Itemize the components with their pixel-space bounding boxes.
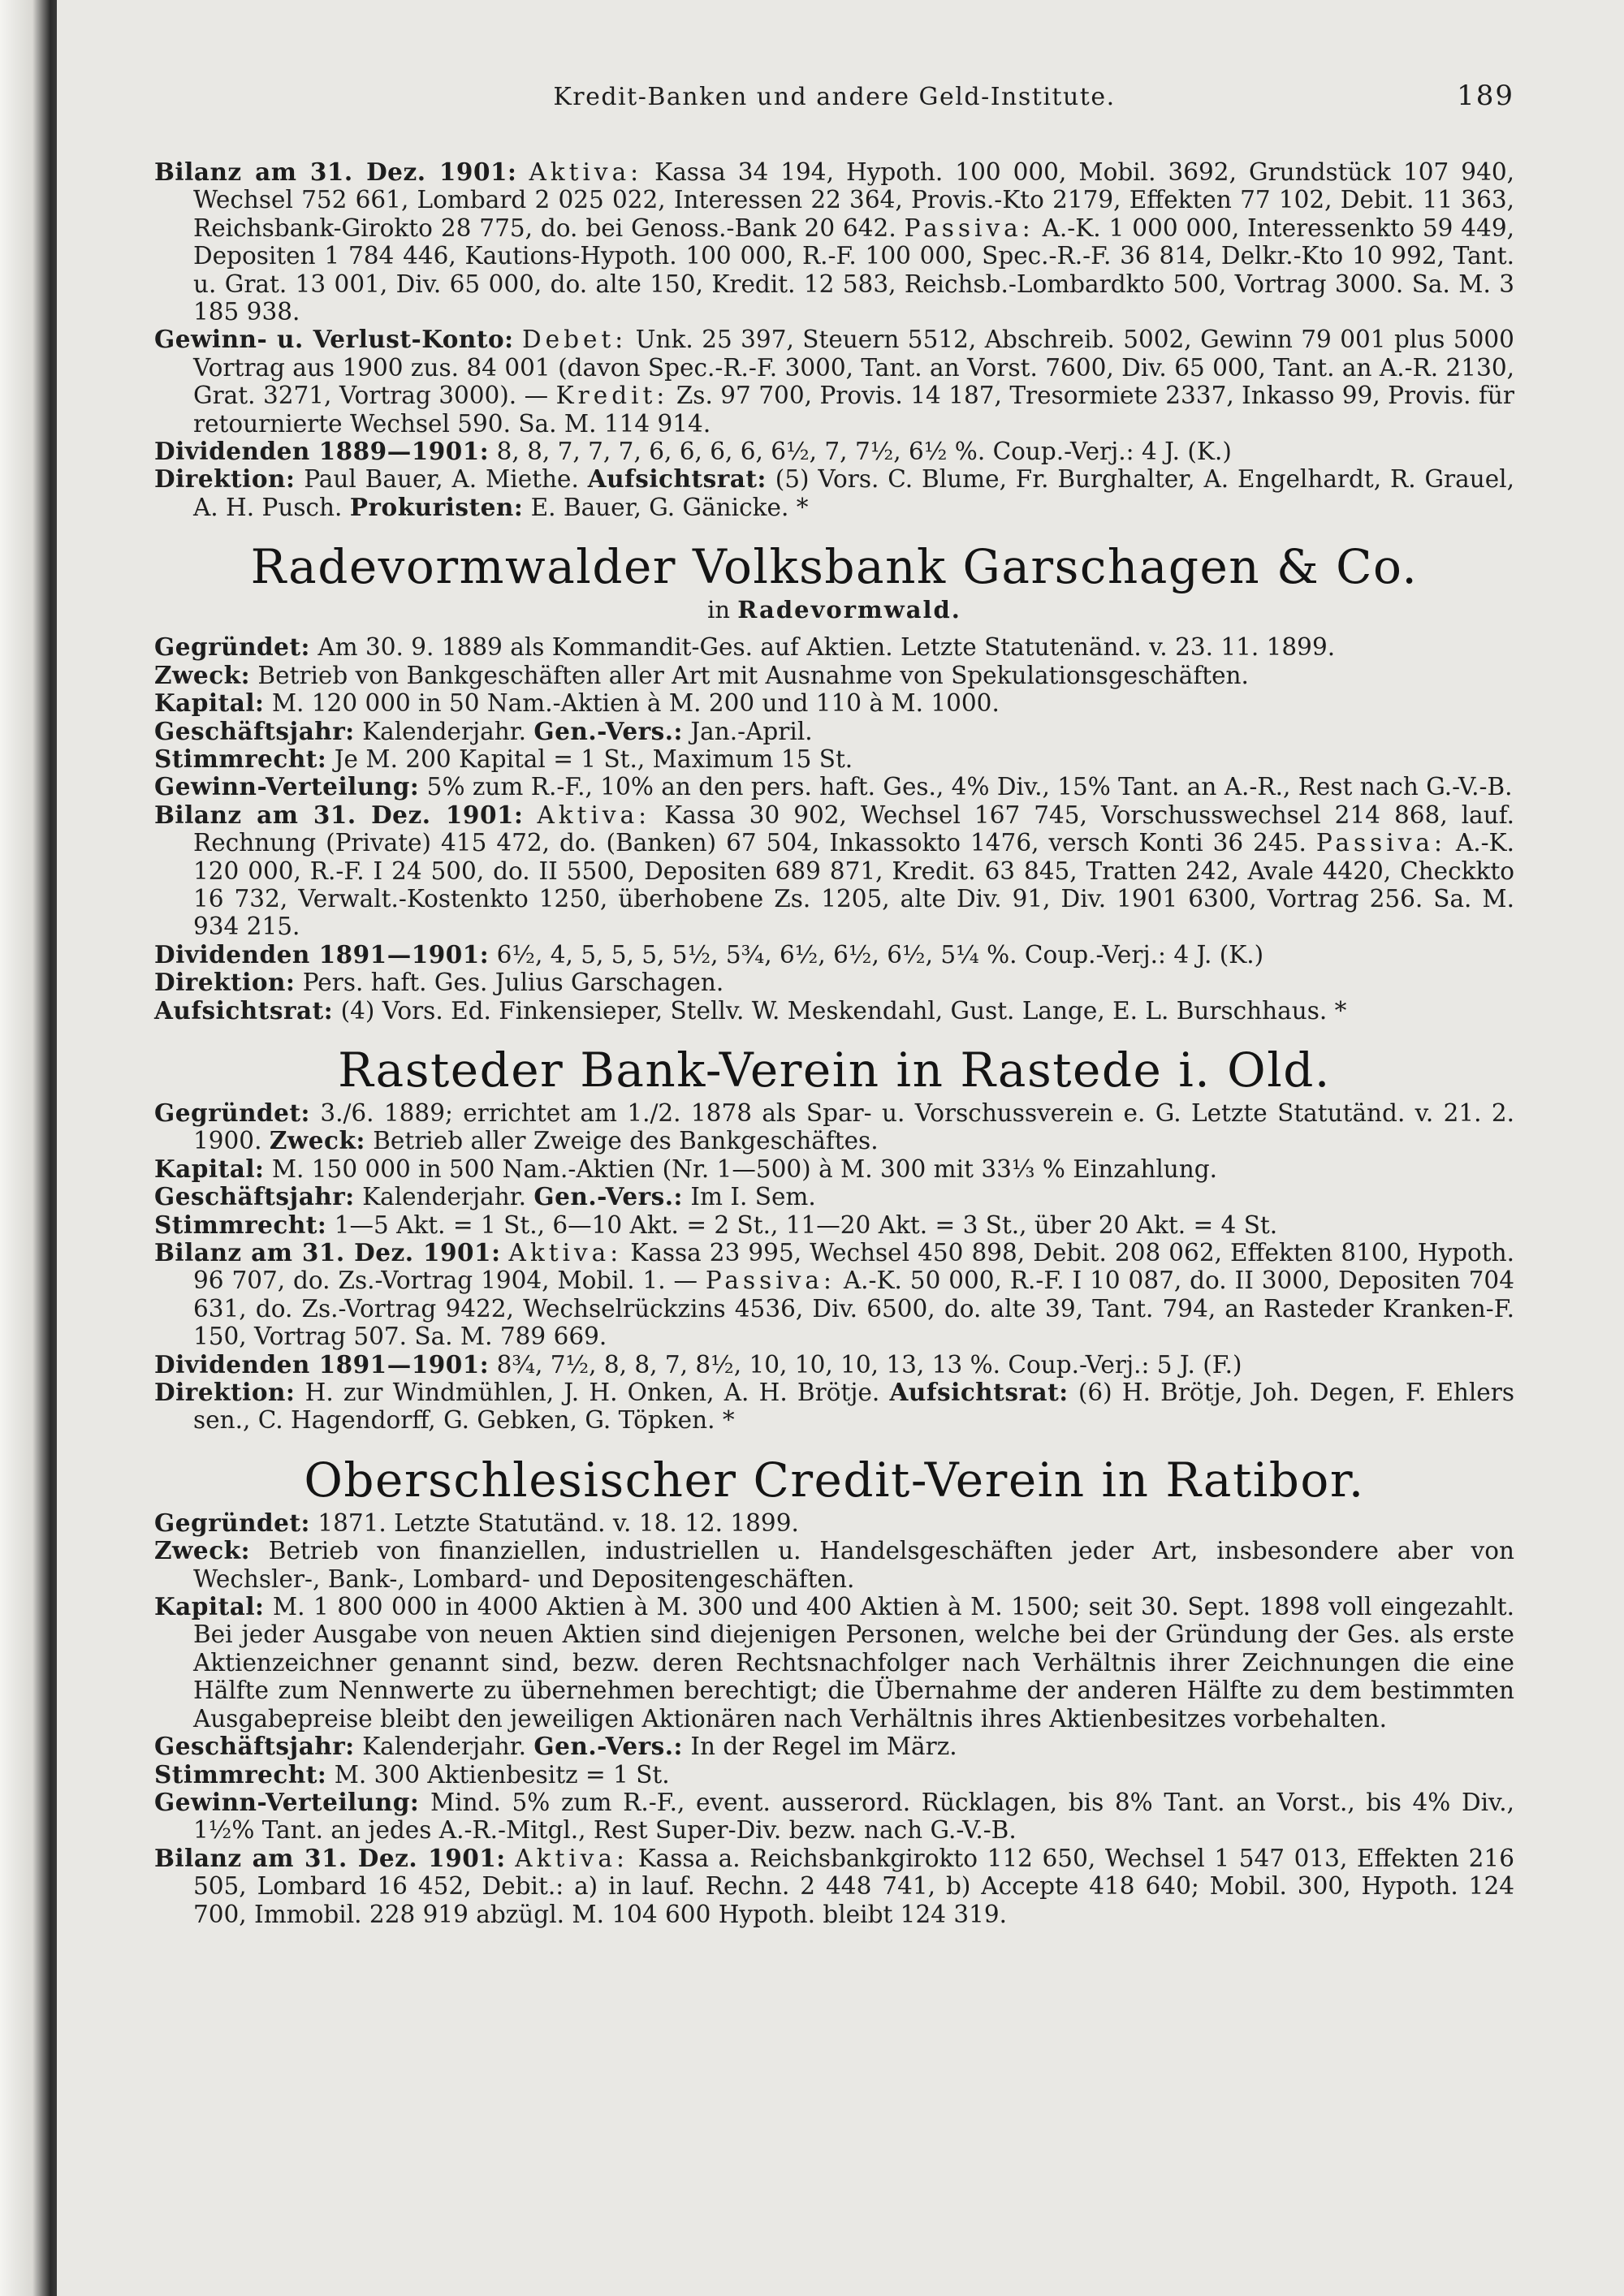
aktiva-label: Aktiva:: [515, 1844, 628, 1872]
prokuristen-text: E. Bauer, G. Gänicke. *: [530, 493, 809, 521]
bilanz-label: Bilanz am 31. Dez. 1901:: [154, 1843, 506, 1872]
aufsichtsrat-paragraph: [154, 997, 1514, 1025]
genvers-text: In der Regel im März.: [690, 1733, 957, 1761]
entry-ratibor: [154, 1454, 1514, 1928]
dividenden-text: 8¾, 7½, 8, 8, 7, 8½, 10, 10, 10, 13, 13 %. Coup.-Verj.: 5 J. (F.): [496, 1350, 1242, 1379]
zweck-label: Zweck:: [154, 1536, 250, 1565]
geschaeftsjahr-text: Kalenderjahr.: [362, 1183, 527, 1211]
dividenden-paragraph: [154, 941, 1514, 969]
gewinnverteilung-label: Gewinn-Verteilung:: [154, 1787, 420, 1816]
direktion-label: Direktion:: [154, 464, 296, 494]
gegruendet-paragraph: [154, 633, 1514, 661]
geschaeftsjahr-text: Kalenderjahr.: [362, 717, 527, 745]
gewinnverteilung-text: 5% zum R.-F., 10% an den pers. haft. Ges., 4% Div., 15% Tant. an A.-R., Rest nach G.-V.-B.: [426, 773, 1513, 801]
aufsichtsrat-label: Aufsichtsrat:: [587, 464, 767, 494]
direktion-text: Paul Bauer, A. Miethe.: [304, 465, 579, 494]
zweck-paragraph: [154, 1537, 1514, 1593]
aufsichtsrat-text: (6) H. Brötje, Joh. Degen, F. Ehlers sen., C. Hagendorff, G. Gebken, G. Töpken. *: [193, 1379, 1514, 1435]
geschaeftsjahr-paragraph: [154, 718, 1514, 745]
stimmrecht-paragraph: [154, 745, 1514, 773]
bilanz-paragraph: [154, 158, 1514, 326]
genvers-text: Jan.-April.: [690, 717, 813, 745]
book-binding-edge: [0, 0, 57, 2296]
page-header: [154, 77, 1514, 126]
passiva-label: Passiva:: [705, 1267, 836, 1295]
subtitle-prefix: in: [707, 596, 731, 624]
running-title: Kredit-Banken und andere Geld-Institute.: [553, 83, 1116, 111]
dividenden-label: Dividenden 1889—1901:: [154, 437, 490, 466]
stimmrecht-paragraph: [154, 1761, 1514, 1789]
debet-text: Unk. 25 397, Steuern 5512, Abschreib. 5002, Gewinn 79 001 plus 5000 Vortrag aus 1900 zus. 84 001 (davon Spec.-R.-F. 3000, Tant. an Vorst. 7600, Div. 65 000, Tant. an A.-R. 2130, Grat. 3271, Vortrag 3000). —: [193, 326, 1514, 410]
gewinnverteilung-label: Gewinn-Verteilung:: [154, 772, 420, 801]
kapital-paragraph: [154, 1155, 1514, 1183]
aufsichtsrat-text: (4) Vors. Ed. Finkensieper, Stellv. W. Meskendahl, Gust. Lange, E. L. Burschhaus. *: [340, 996, 1347, 1025]
bilanz-label: Bilanz am 31. Dez. 1901:: [154, 1238, 501, 1267]
stimmrecht-paragraph: [154, 1211, 1514, 1239]
genvers-label: Gen.-Vers.:: [533, 1182, 683, 1211]
genvers-label: Gen.-Vers.:: [533, 716, 683, 745]
direktion-text: Pers. haft. Ges. Julius Garschagen.: [302, 969, 724, 997]
aufsichtsrat-text: (5) Vors. C. Blume, Fr. Burghalter, A. Engelhardt, R. Grauel, A. H. Pusch.: [193, 465, 1514, 521]
stimmrecht-label: Stimmrecht:: [154, 1210, 327, 1239]
gegruendet-text: 3./6. 1889; errichtet am 1./2. 1878 als Spar- u. Vorschussverein e. G. Letzte Statutänd. v. 21. 2. 1900.: [193, 1098, 1514, 1155]
dividenden-paragraph: [154, 1351, 1514, 1379]
bilanz-paragraph: [154, 801, 1514, 941]
zweck-text: Betrieb aller Zweige des Bankgeschäftes.: [373, 1127, 879, 1155]
entry-title: Rasteder Bank-Verein in Rastede i. Old.: [338, 1042, 1331, 1098]
direktion-label: Direktion:: [154, 1378, 296, 1407]
kapital-label: Kapital:: [154, 1154, 265, 1183]
page: [154, 77, 1514, 1928]
bilanz-label: Bilanz am 31. Dez. 1901:: [154, 800, 524, 829]
prokuristen-label: Prokuristen:: [349, 492, 524, 521]
stimmrecht-text: Je M. 200 Kapital = 1 St., Maximum 15 St.: [334, 744, 853, 773]
kapital-text: M. 150 000 in 500 Nam.-Aktien (Nr. 1—500) à M. 300 mit 33⅓ % Einzahlung.: [271, 1154, 1218, 1183]
aktiva-text: Kassa 23 995, Wechsel 450 898, Debit. 208 062, Effekten 8100, Hypoth. 96 707, do. Zs.-Vortrag 1904, Mobil. 1. —: [193, 1239, 1514, 1295]
debet-label: Debet:: [521, 326, 628, 354]
aufsichtsrat-label: Aufsichtsrat:: [889, 1378, 1069, 1407]
stimmrecht-label: Stimmrecht:: [154, 744, 327, 773]
dividenden-text: 6½, 4, 5, 5, 5, 5½, 5¾, 6½, 6½, 6½, 5¼ %. Coup.-Verj.: 4 J. (K.): [496, 940, 1264, 969]
aktiva-text: Kassa 34 194, Hypoth. 100 000, Mobil. 3692, Grundstück 107 940, Wechsel 752 661, Lombard 2 025 022, Interessen 22 364, Provis.-Kto 2179, Effekten 77 102, Debit. 11 363, Reichsbank-Girokto 28 775, do. bei Genoss.-Bank 20 642.: [193, 158, 1514, 242]
zweck-text: Betrieb von finanziellen, industriellen u. Handelsgeschäften jeder Art, insbesondere aber von Wechsler-, Bank-, Lombard- und Depositengeschäften.: [193, 1537, 1514, 1593]
direktion-paragraph: [154, 969, 1514, 996]
bilanz-paragraph: [154, 1845, 1514, 1928]
aktiva-label: Aktiva:: [529, 158, 643, 186]
geschaeftsjahr-paragraph: [154, 1183, 1514, 1211]
dividenden-paragraph: [154, 438, 1514, 465]
passiva-text: A.-K. 120 000, R.-F. I 24 500, do. II 5500, Depositen 689 871, Kredit. 63 845, Tratten 242, Avale 4420, Checkkto 16 732, Verwalt.-Kostenkto 1250, überhobene Zs. 1205, alte Div. 91, Div. 1901 6300, Vortrag 256. Sa. M. 934 215.: [193, 829, 1514, 941]
gewinn-paragraph: [154, 326, 1514, 438]
passiva-label: Passiva:: [904, 214, 1034, 242]
gegruendet-label: Gegründet:: [154, 1098, 310, 1127]
direktion-paragraph: [154, 1379, 1514, 1435]
aktiva-text: Kassa 30 902, Wechsel 167 745, Vorschusswechsel 214 868, lauf. Rechnung (Private) 415 472, do. (Banken) 67 504, Inkassokto 1476, versch Konti 36 245.: [193, 801, 1514, 857]
entry-continued: [154, 158, 1514, 521]
bilanz-label: Bilanz am 31. Dez. 1901:: [154, 158, 517, 186]
geschaeftsjahr-paragraph: [154, 1733, 1514, 1760]
passiva-label: Passiva:: [1315, 829, 1446, 857]
entry-subtitle: [154, 596, 1514, 624]
geschaeftsjahr-label: Geschäftsjahr:: [154, 716, 355, 745]
kredit-label: Kredit:: [555, 382, 669, 410]
gewinnverteilung-paragraph: [154, 773, 1514, 801]
bilanz-paragraph: [154, 1239, 1514, 1351]
gewinnverteilung-paragraph: [154, 1789, 1514, 1845]
dividenden-text: 8, 8, 7, 7, 7, 6, 6, 6, 6, 6½, 7, 7½, 6½ %. Coup.-Verj.: 4 J. (K.): [496, 438, 1232, 466]
geschaeftsjahr-text: Kalenderjahr.: [362, 1733, 527, 1761]
entry-title: Oberschlesischer Credit-Verein in Ratibor.: [304, 1452, 1365, 1508]
aktiva-label: Aktiva:: [537, 801, 651, 829]
gegruendet-paragraph: [154, 1099, 1514, 1155]
dividenden-label: Dividenden 1891—1901:: [154, 939, 490, 969]
kapital-label: Kapital:: [154, 688, 265, 718]
page-number: 189: [1457, 80, 1514, 112]
zweck-label: Zweck:: [269, 1126, 365, 1155]
gewinnverteilung-text: Mind. 5% zum R.-F., event. ausserord. Rücklagen, bis 8% Tant. an Vorst., bis 4% Div., 1½% Tant. an jedes A.-R.-Mitgl., Rest Super-Div. bezw. nach G.-V.-B.: [193, 1788, 1514, 1845]
kapital-paragraph: [154, 1593, 1514, 1733]
entry-radevormwald: [154, 541, 1514, 1025]
passiva-text: A.-K. 1 000 000, Interessenkto 59 449, Depositen 1 784 446, Kautions-Hypoth. 100 000, R.-F. 100 000, Spec.-R.-F. 36 814, Delkr.-Kto 10 992, Tant. u. Grat. 13 001, Div. 65 000, do. alte 150, Kredit. 12 583, Reichsb.-Lombardkto 500, Vortrag 3000. Sa. M. 3 185 938.: [193, 214, 1514, 326]
aktiva-text: Kassa a. Reichsbankgirokto 112 650, Wechsel 1 547 013, Effekten 216 505, Lombard 16 452, Debit.: a) in lauf. Rechn. 2 448 741, b) Accepte 418 640; Mobil. 300, Hypoth. 124 700, Immobil. 228 919 abzügl. M. 104 600 Hypoth. bleibt 124 319.: [193, 1844, 1514, 1928]
zweck-label: Zweck:: [154, 660, 250, 689]
gegruendet-text: Am 30. 9. 1889 als Kommandit-Ges. auf Aktien. Letzte Statutenänd. v. 23. 11. 1899.: [317, 633, 1336, 662]
stimmrecht-label: Stimmrecht:: [154, 1759, 327, 1789]
kapital-label: Kapital:: [154, 1592, 265, 1621]
subtitle-place: Radevormwald.: [737, 596, 961, 624]
geschaeftsjahr-label: Geschäftsjahr:: [154, 1732, 355, 1761]
kapital-text: M. 1 800 000 in 4000 Aktien à M. 300 und 400 Aktien à M. 1500; seit 30. Sept. 1898 voll eingezahlt. Bei jeder Ausgabe von neuen Aktien sind diejenigen Personen, welche bei der Gründung der Ges. als erste Aktienzeichner genannt sind, bezw. deren Rechtsnachfolger nach Verhältnis ihrer Zeichnungen die eine Hälfte zum Nennwerte zu übernehmen berechtigt; die Übernahme der anderen Hälfte zu dem bestimmten Ausgabepreise bleibt den jeweiligen Aktionären nach Verhältnis ihres Aktienbesitzes vorbehalten.: [193, 1593, 1514, 1733]
passiva-text: A.-K. 50 000, R.-F. I 10 087, do. II 3000, Depositen 704 631, do. Zs.-Vortrag 9422, Wechselrückzins 4536, Div. 6500, do. alte 39, Tant. 794, an Rasteder Kranken-F. 150, Vortrag 507. Sa. M. 789 669.: [193, 1267, 1514, 1351]
aktiva-label: Aktiva:: [508, 1239, 623, 1267]
kapital-paragraph: [154, 689, 1514, 717]
stimmrecht-text: M. 300 Aktienbesitz = 1 St.: [334, 1760, 670, 1789]
gewinn-label: Gewinn- u. Verlust-Konto:: [154, 325, 514, 354]
entry-rastede: [154, 1044, 1514, 1435]
genvers-label: Gen.-Vers.:: [533, 1732, 683, 1761]
zweck-paragraph: [154, 662, 1514, 689]
gegruendet-text: 1871. Letzte Statutänd. v. 18. 12. 1899.: [317, 1508, 799, 1537]
direktion-paragraph: [154, 465, 1514, 521]
kredit-text: Zs. 97 700, Provis. 14 187, Tresormiete 2337, Inkasso 99, Provis. für retournierte Wechsel 590. Sa. M. 114 914.: [193, 382, 1514, 438]
stimmrecht-text: 1—5 Akt. = 1 St., 6—10 Akt. = 2 St., 11—20 Akt. = 3 St., über 20 Akt. = 4 St.: [334, 1211, 1278, 1239]
genvers-text: Im I. Sem.: [690, 1183, 816, 1211]
geschaeftsjahr-label: Geschäftsjahr:: [154, 1182, 355, 1211]
kapital-text: M. 120 000 in 50 Nam.-Aktien à M. 200 und 110 à M. 1000.: [271, 689, 1000, 718]
gegruendet-label: Gegründet:: [154, 632, 310, 662]
entry-title: Radevormwalder Volksbank Garschagen & Co.: [250, 539, 1419, 595]
zweck-text: Betrieb von Bankgeschäften aller Art mit Ausnahme von Spekulationsgeschäften.: [257, 661, 1249, 689]
gegruendet-label: Gegründet:: [154, 1508, 310, 1537]
aufsichtsrat-label: Aufsichtsrat:: [154, 995, 334, 1025]
dividenden-label: Dividenden 1891—1901:: [154, 1349, 490, 1379]
direktion-label: Direktion:: [154, 968, 296, 997]
gegruendet-paragraph: [154, 1509, 1514, 1537]
direktion-text: H. zur Windmühlen, J. H. Onken, A. H. Brötje.: [304, 1379, 880, 1407]
